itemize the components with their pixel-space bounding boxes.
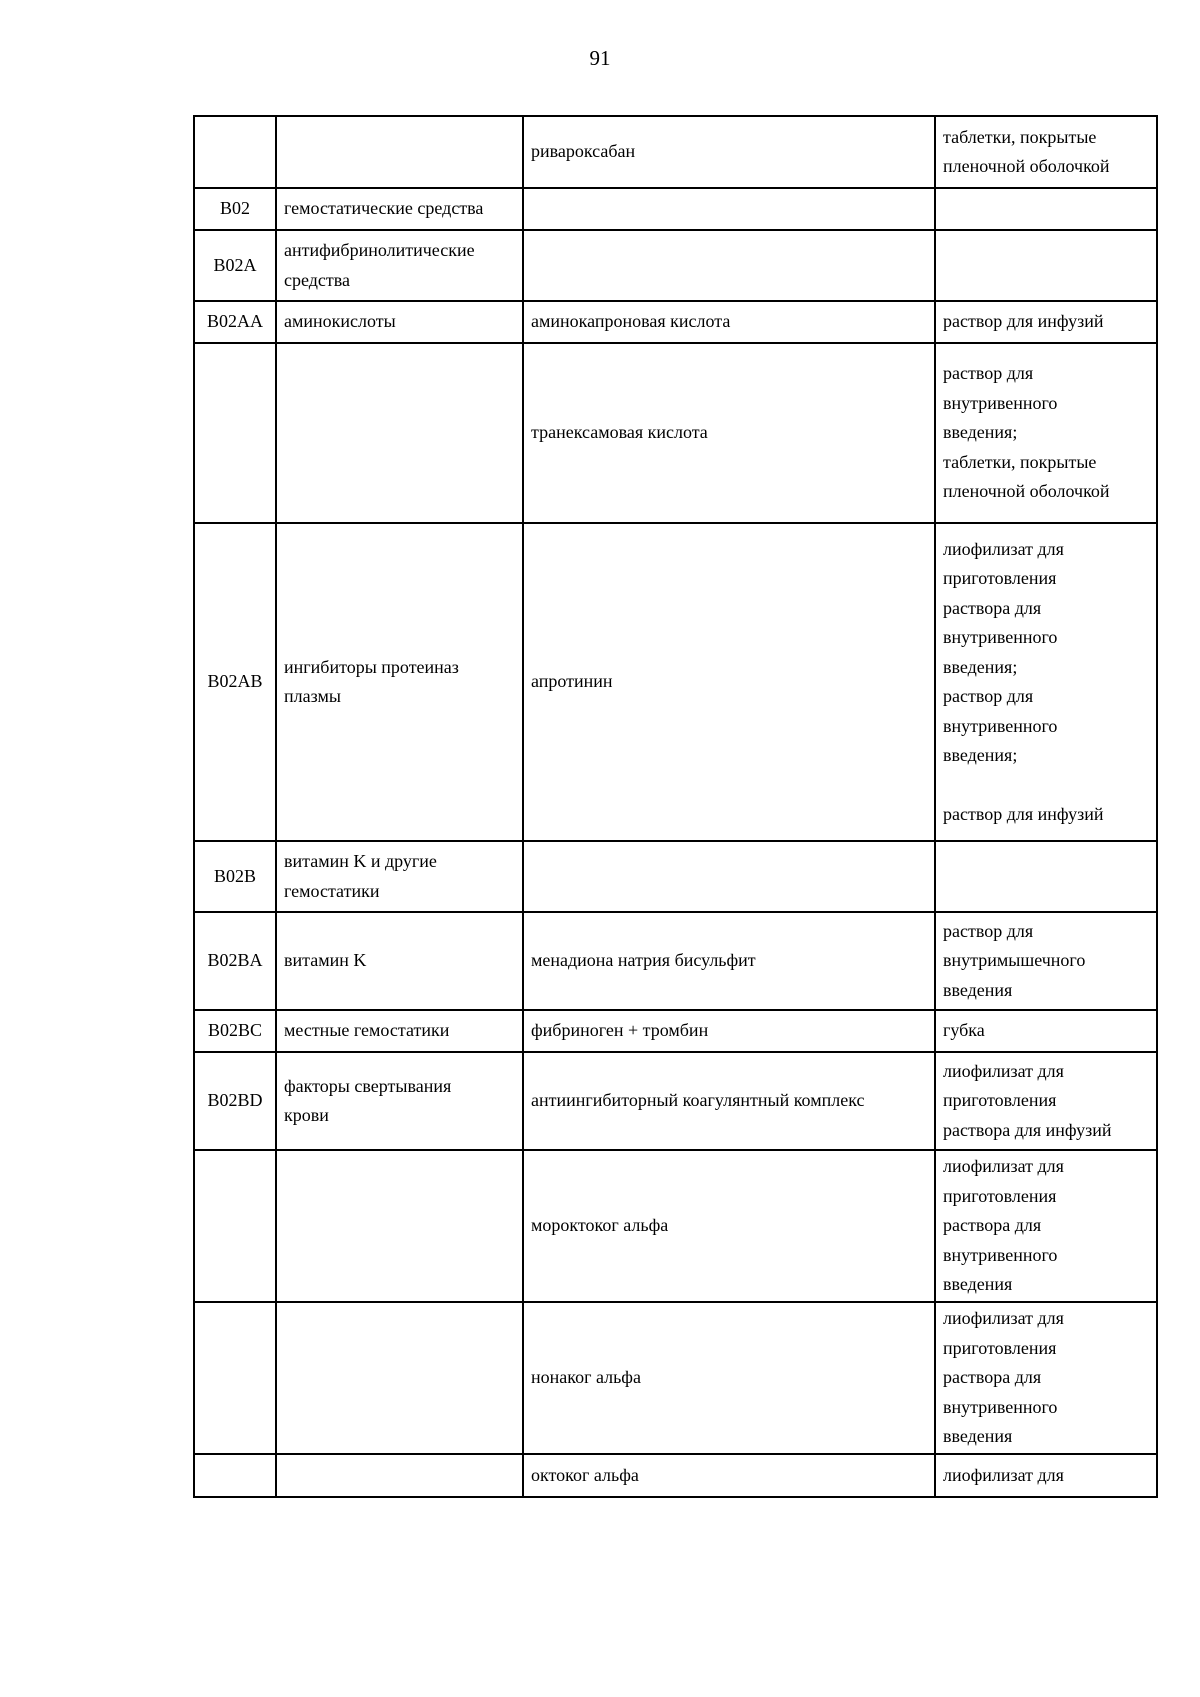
group-line: факторы свертывания <box>284 1075 452 1096</box>
group-line: ингибиторы протеиназ <box>284 656 459 677</box>
group-line: средства <box>284 269 351 290</box>
substance-cell: апротинин <box>523 523 935 841</box>
dosage-form-line: внутривенного <box>943 715 1058 736</box>
table-row <box>194 1302 1157 1454</box>
group-line: витамин K и другие <box>284 851 437 871</box>
group-line: гемостатические средства <box>284 198 484 219</box>
group-cell <box>276 116 523 188</box>
group-cell <box>276 1302 523 1454</box>
substance-cell: мороктоког альфа <box>523 1150 935 1302</box>
table-row <box>194 1150 1157 1302</box>
page-number: 91 <box>589 46 611 70</box>
drug-table <box>193 115 1158 1498</box>
dosage-form-line: введения; <box>943 656 1018 677</box>
dosage-form-line: таблетки, покрытые <box>943 451 1097 472</box>
group-cell <box>276 1454 523 1497</box>
dosage-form-line: раствор для <box>943 363 1034 384</box>
substance-cell: антиингибиторный коагулянтный комплекс <box>523 1052 935 1150</box>
group-cell <box>276 1010 523 1052</box>
table-row <box>194 912 1157 1010</box>
atc-code-cell: B02BD <box>194 1052 276 1150</box>
dosage-form-line: лиофилизат для <box>943 1464 1064 1485</box>
dosage-form-line: введения <box>943 1426 1013 1447</box>
substance-cell: ривароксабан <box>523 116 935 188</box>
dosage-form-line: раствор для <box>943 920 1034 941</box>
group-cell <box>276 523 523 841</box>
dosage-form-line: введения; <box>943 745 1018 765</box>
dosage-form-cell <box>935 188 1157 230</box>
dosage-form-line: раствор для инфузий <box>943 804 1104 824</box>
dosage-form-cell <box>935 912 1157 1010</box>
dosage-form-line: таблетки, покрытые <box>943 126 1097 147</box>
table-row <box>194 1454 1157 1497</box>
dosage-form-line: губка <box>943 1020 985 1041</box>
atc-code-cell <box>194 1454 276 1497</box>
group-line: антифибринолитические <box>284 240 475 260</box>
dosage-form-line: введения <box>943 1274 1013 1295</box>
dosage-form-line: лиофилизат для <box>943 1308 1064 1329</box>
dosage-form-line <box>943 771 1149 801</box>
substance-cell: аминокапроновая кислота <box>523 301 935 343</box>
table-row <box>194 1010 1157 1052</box>
table-row <box>194 230 1157 301</box>
atc-code-cell: B02BA <box>194 912 276 1010</box>
dosage-form-line: лиофилизат для <box>943 538 1064 559</box>
table-row <box>194 116 1157 188</box>
dosage-form-line: приготовления <box>943 1337 1057 1358</box>
dosage-form-line: раствор для <box>943 686 1034 706</box>
substance-cell <box>523 841 935 912</box>
atc-code-cell: B02AB <box>194 523 276 841</box>
dosage-form-line: приготовления <box>943 1185 1057 1206</box>
atc-code-cell: B02AA <box>194 301 276 343</box>
dosage-form-line: внутримышечного <box>943 950 1086 971</box>
group-line: местные гемостатики <box>284 1020 450 1041</box>
group-line: крови <box>284 1105 329 1125</box>
dosage-form-line: лиофилизат для <box>943 1156 1064 1177</box>
atc-code-cell: B02BC <box>194 1010 276 1052</box>
group-cell <box>276 230 523 301</box>
atc-code-cell <box>194 1302 276 1454</box>
dosage-form-line: раствора для <box>943 1215 1042 1236</box>
group-cell <box>276 1052 523 1150</box>
dosage-form-cell <box>935 523 1157 841</box>
group-cell <box>276 301 523 343</box>
dosage-form-line: внутривенного <box>943 392 1058 413</box>
dosage-form-line: лиофилизат для <box>943 1060 1064 1081</box>
group-cell <box>276 188 523 230</box>
group-cell <box>276 912 523 1010</box>
dosage-form-cell <box>935 343 1157 523</box>
substance-cell: транексамовая кислота <box>523 343 935 523</box>
dosage-form-cell <box>935 116 1157 188</box>
dosage-form-line: пленочной оболочкой <box>943 156 1110 176</box>
table-row <box>194 188 1157 230</box>
atc-code-cell: B02B <box>194 841 276 912</box>
table-row <box>194 301 1157 343</box>
dosage-form-line: пленочной оболочкой <box>943 481 1110 502</box>
group-cell <box>276 343 523 523</box>
dosage-form-cell <box>935 230 1157 301</box>
atc-code-cell: B02A <box>194 230 276 301</box>
dosage-form-cell <box>935 301 1157 343</box>
dosage-form-cell <box>935 841 1157 912</box>
atc-code-cell <box>194 116 276 188</box>
table-row <box>194 841 1157 912</box>
substance-cell: менадиона натрия бисульфит <box>523 912 935 1010</box>
dosage-form-line: введения; <box>943 422 1018 443</box>
substance-cell: октоког альфа <box>523 1454 935 1497</box>
table-row <box>194 1052 1157 1150</box>
dosage-form-cell <box>935 1010 1157 1052</box>
table-row <box>194 343 1157 523</box>
substance-cell <box>523 188 935 230</box>
dosage-form-line: приготовления <box>943 568 1057 588</box>
dosage-form-line: раствора для <box>943 597 1042 618</box>
substance-cell: нонаког альфа <box>523 1302 935 1454</box>
dosage-form-line: введения <box>943 979 1013 1000</box>
dosage-form-line: внутривенного <box>943 1244 1058 1265</box>
group-line: плазмы <box>284 686 341 706</box>
dosage-form-line: внутривенного <box>943 627 1058 647</box>
dosage-form-cell <box>935 1052 1157 1150</box>
table-row <box>194 523 1157 841</box>
dosage-form-line: раствора для инфузий <box>943 1119 1112 1140</box>
dosage-form-cell <box>935 1302 1157 1454</box>
atc-code-cell <box>194 1150 276 1302</box>
group-cell <box>276 841 523 912</box>
group-line: витамин K <box>284 950 367 971</box>
dosage-form-line: внутривенного <box>943 1396 1058 1417</box>
atc-code-cell <box>194 343 276 523</box>
dosage-form-line: раствор для инфузий <box>943 311 1104 332</box>
group-line: гемостатики <box>284 880 380 901</box>
atc-code-cell: B02 <box>194 188 276 230</box>
dosage-form-line: раствора для <box>943 1367 1042 1388</box>
substance-cell <box>523 230 935 301</box>
substance-cell: фибриноген + тромбин <box>523 1010 935 1052</box>
group-cell <box>276 1150 523 1302</box>
dosage-form-cell <box>935 1454 1157 1497</box>
dosage-form-line: приготовления <box>943 1090 1057 1111</box>
dosage-form-cell <box>935 1150 1157 1302</box>
group-line: аминокислоты <box>284 311 396 332</box>
